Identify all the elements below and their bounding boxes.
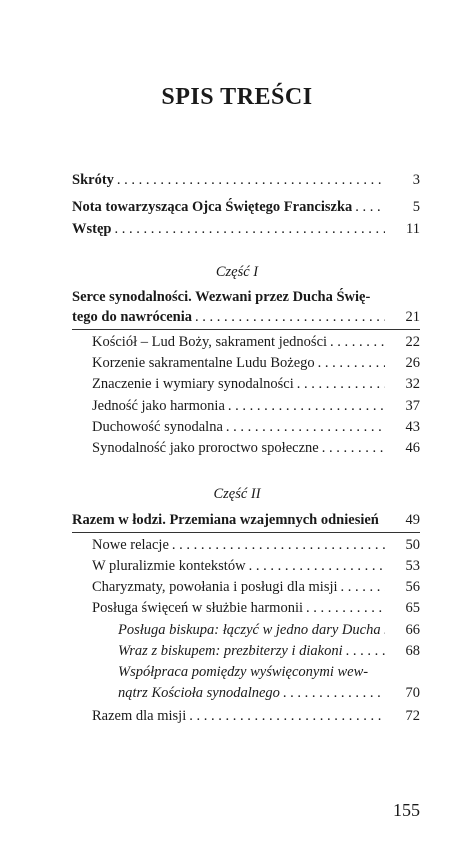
toc-entry-label: Korzenie sakramentalne Ludu Bożego bbox=[92, 355, 315, 371]
toc-page-number: 11 bbox=[406, 221, 420, 237]
section-rule bbox=[72, 329, 420, 330]
folio-page-number: 155 bbox=[393, 800, 420, 820]
page-title: SPIS TREŚCI bbox=[161, 84, 313, 110]
part-heading-line[interactable]: Serce synodalności. Wezwani przez Ducha Świę- bbox=[72, 289, 371, 305]
part-label: Część I bbox=[215, 264, 259, 280]
toc-entry-label: Nota towarzysząca Ojca Świętego Franciszka bbox=[72, 199, 353, 215]
toc-subentry-line[interactable]: Współpraca pomiędzy wyświęconymi wew- bbox=[118, 664, 369, 680]
toc-entry-label: Razem w łodzi. Przemiana wzajemnych odniesień bbox=[72, 512, 379, 528]
toc-entry-label: Nowe relacje bbox=[92, 537, 169, 553]
toc-page-number: 26 bbox=[405, 355, 420, 371]
section-rule bbox=[72, 532, 420, 533]
toc-page-number: 46 bbox=[405, 440, 420, 456]
part-label: Część II bbox=[213, 486, 261, 502]
toc-page-number: 56 bbox=[405, 579, 420, 595]
toc-page-number: 22 bbox=[405, 334, 420, 350]
toc-page-number: 5 bbox=[412, 199, 420, 215]
toc-page-number: 66 bbox=[405, 622, 420, 638]
toc-entry-label: Skróty bbox=[72, 172, 114, 188]
toc-entry-label: Razem dla misji bbox=[92, 708, 187, 724]
toc-page-number: 3 bbox=[412, 172, 420, 188]
toc-entry-label: Posługa biskupa: łączyć w jedno dary Ducha bbox=[118, 622, 381, 638]
toc-page-number: 49 bbox=[405, 512, 420, 528]
toc-page-number: 68 bbox=[405, 643, 420, 659]
toc-entry-label: W pluralizmie kontekstów bbox=[92, 558, 246, 574]
toc-page-number: 37 bbox=[405, 398, 420, 414]
toc-entry-label: Znaczenie i wymiary synodalności bbox=[92, 376, 294, 392]
toc-entry-label: Synodalność jako proroctwo społeczne bbox=[92, 440, 319, 456]
toc-page-number: 72 bbox=[405, 708, 420, 724]
toc-page-number: 21 bbox=[405, 309, 420, 325]
toc-page-number: 32 bbox=[405, 376, 420, 392]
toc-entry-label: Kościół – Lud Boży, sakrament jedności bbox=[92, 334, 328, 350]
toc-entry-label: Duchowość synodalna bbox=[92, 419, 223, 435]
toc-entry-label: Charyzmaty, powołania i posługi dla misji bbox=[92, 579, 338, 595]
toc-page-number: 53 bbox=[405, 558, 420, 574]
toc-entry-label: Wstęp bbox=[72, 221, 112, 237]
toc-entry-label: nątrz Kościoła synodalnego bbox=[118, 685, 280, 701]
toc-page-number: 43 bbox=[405, 419, 420, 435]
toc-entry-label: Posługa święceń w służbie harmonii bbox=[92, 600, 304, 616]
toc-entry-label: tego do nawrócenia bbox=[72, 309, 193, 325]
toc-entry-label: Wraz z biskupem: prezbiterzy i diakoni bbox=[118, 643, 343, 659]
toc-page-number: 65 bbox=[405, 600, 420, 616]
toc-entry-label: Jedność jako harmonia bbox=[92, 398, 225, 414]
toc-page-number: 70 bbox=[405, 685, 420, 701]
toc-page-number: 50 bbox=[405, 537, 420, 553]
